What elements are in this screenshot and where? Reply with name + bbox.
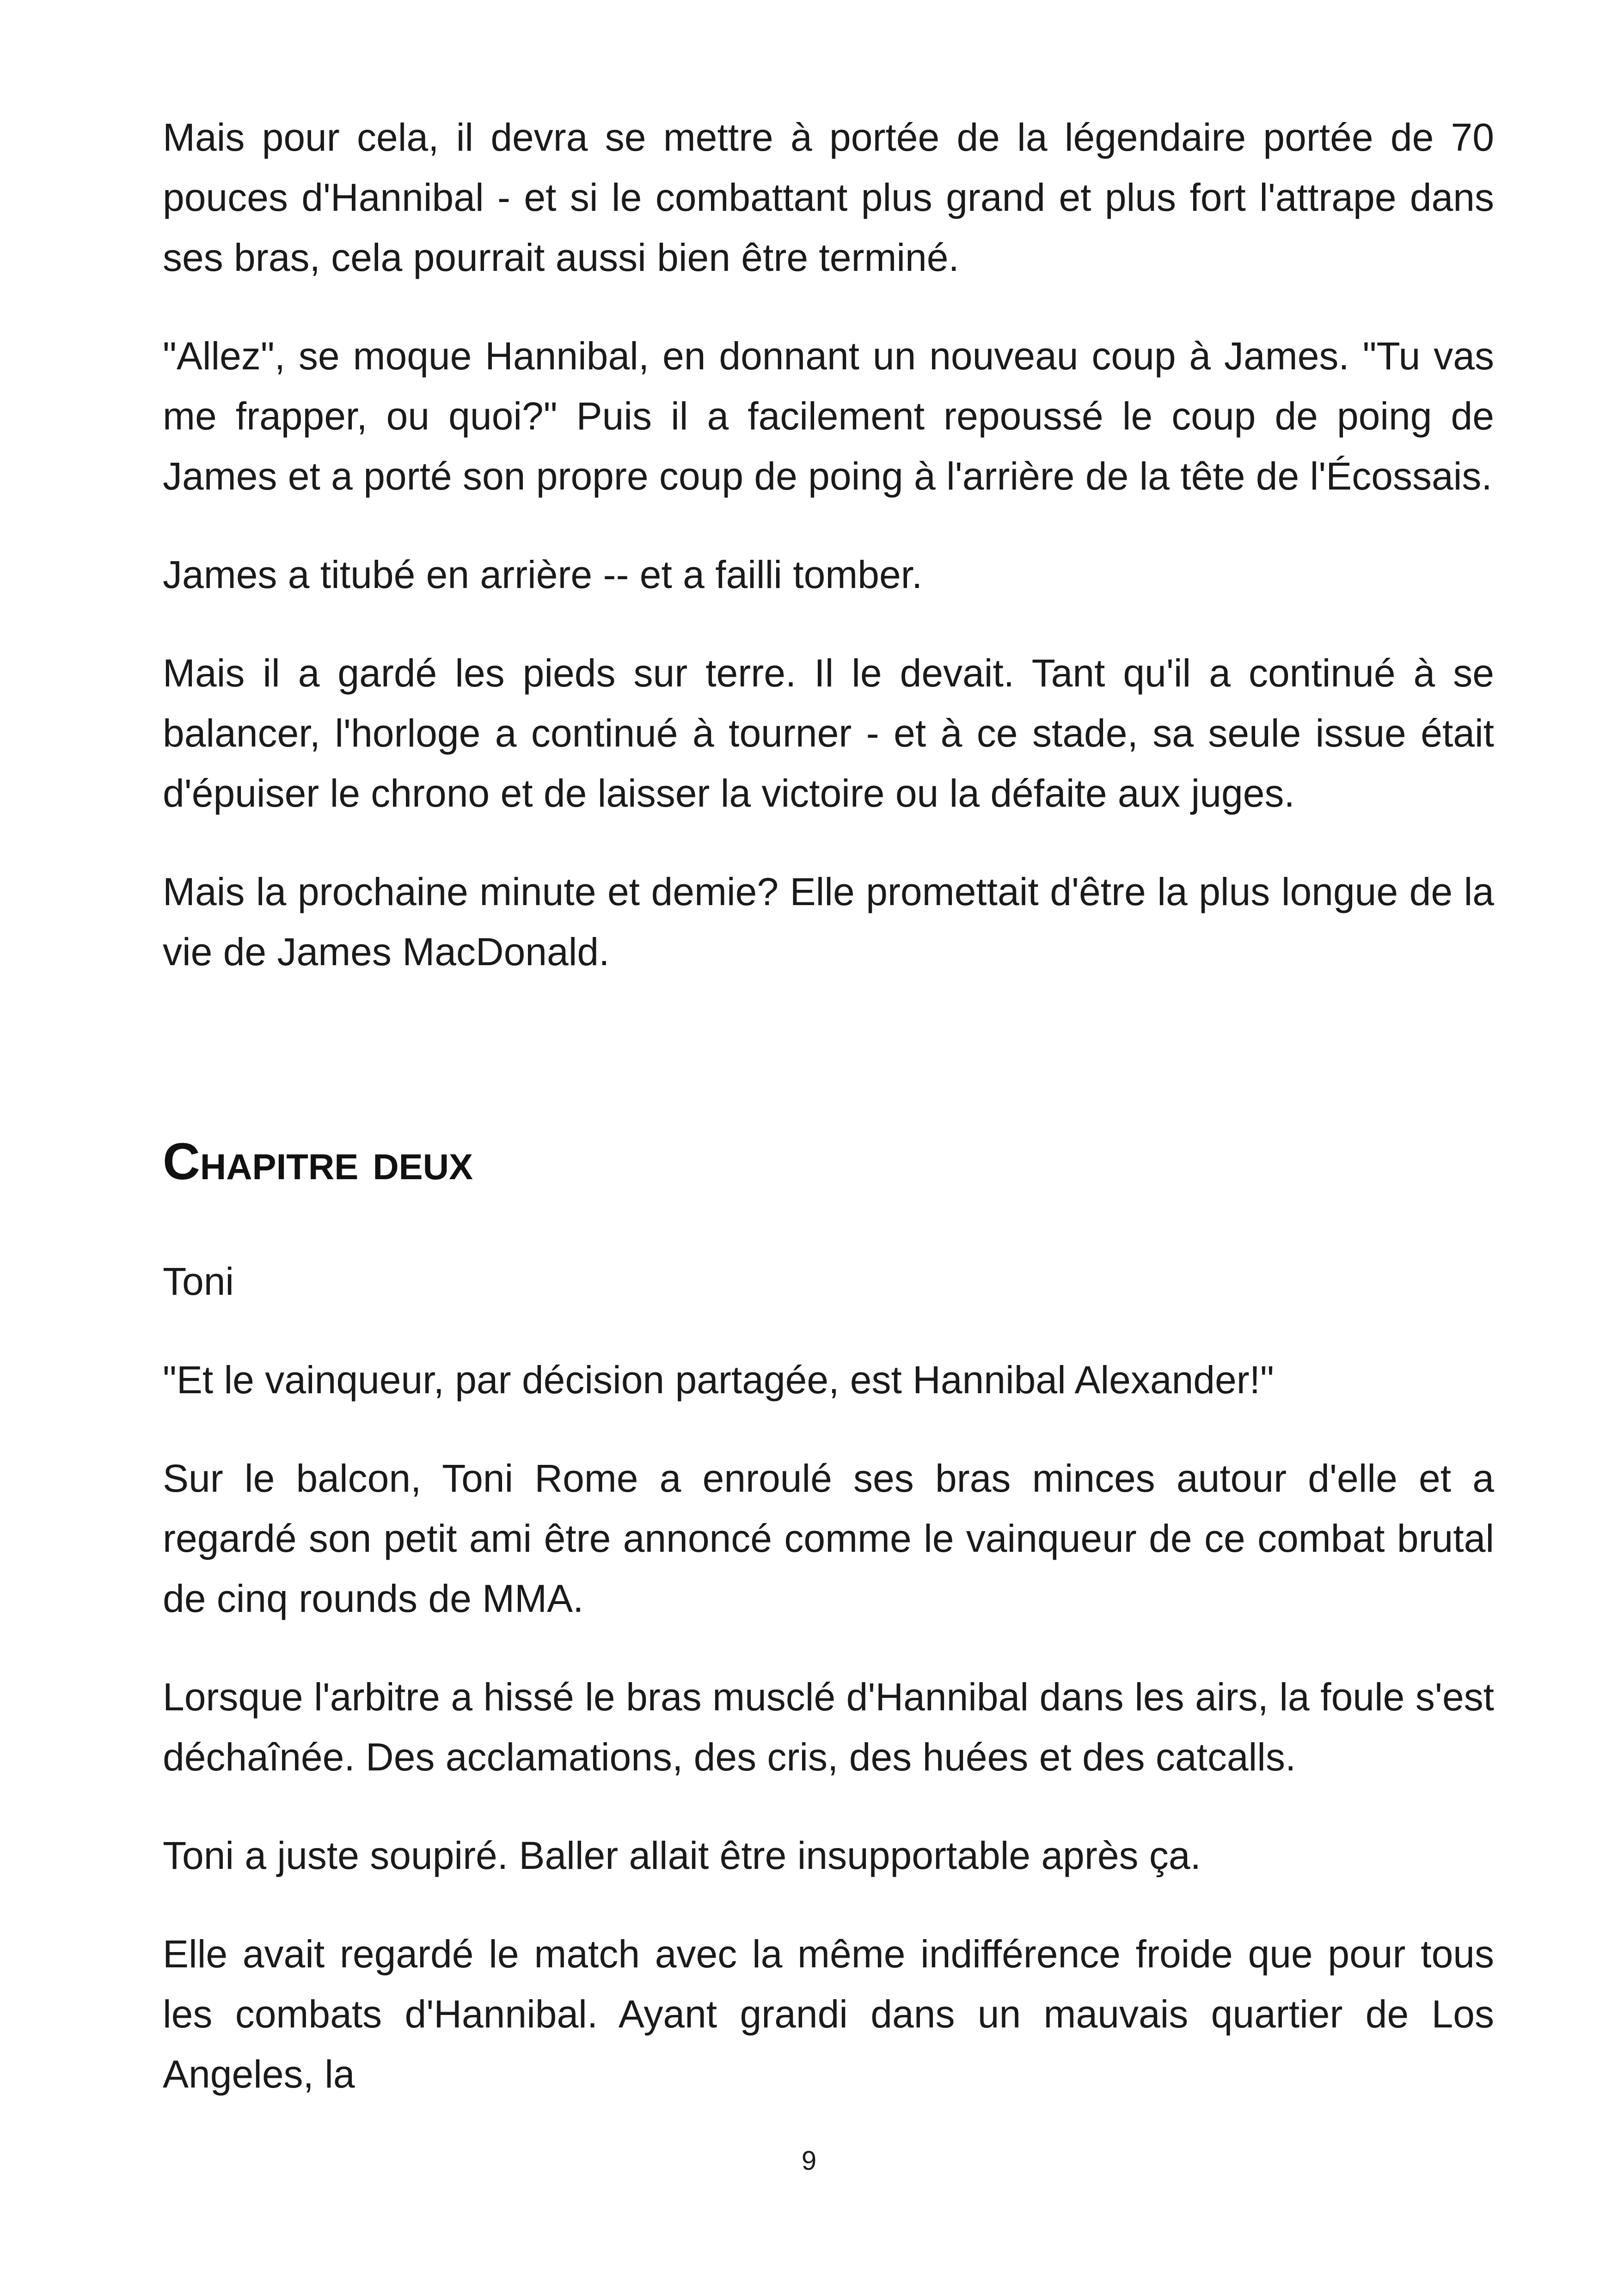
- chapter-heading: Chapitre deux: [163, 1133, 473, 1190]
- paragraph: "Allez", se moque Hannibal, en donnant un nouveau coup à James. "Tu vas me frapper, ou quoi?" Puis il a facilement repoussé le coup de poing de James et a porté son propre coup de poing à l'arrière de la tête de l'Écossais.: [163, 334, 1494, 498]
- paragraph: Mais il a gardé les pieds sur terre. Il le devait. Tant qu'il a continué à se balancer, l'horloge a continué à tourner - et à ce stade, sa seule issue était d'épuiser le chrono et de laisser la victoire ou la défaite aux juges.: [163, 651, 1494, 815]
- paragraph: Toni a juste soupiré. Baller allait être insupportable après ça.: [163, 1834, 1201, 1877]
- paragraph: Elle avait regardé le match avec la même indifférence froide que pour tous les combats d'Hannibal. Ayant grandi dans un mauvais quartier de Los Angeles, la: [163, 1932, 1494, 2096]
- paragraph: James a titubé en arrière -- et a failli tomber.: [163, 553, 923, 596]
- paragraph: "Et le vainqueur, par décision partagée, est Hannibal Alexander!": [163, 1358, 1274, 1402]
- page-body: [163, 107, 1494, 2143]
- paragraph: Mais la prochaine minute et demie? Elle promettait d'être la plus longue de la vie de James MacDonald.: [163, 870, 1494, 974]
- paragraph: Sur le balcon, Toni Rome a enroulé ses bras minces autour d'elle et a regardé son petit ami être annoncé comme le vainqueur de ce combat brutal de cinq rounds de MMA.: [163, 1457, 1494, 1620]
- page-number: 9: [801, 2146, 817, 2176]
- paragraph: Mais pour cela, il devra se mettre à portée de la légendaire portée de 70 pouces d'Hannibal - et si le combattant plus grand et plus fort l'attrape dans ses bras, cela pourrait aussi bien être terminé.: [163, 116, 1494, 279]
- paragraph: Toni: [163, 1260, 234, 1303]
- paragraph: Lorsque l'arbitre a hissé le bras musclé d'Hannibal dans les airs, la foule s'est déchaînée. Des acclamations, des cris, des huées et des catcalls.: [163, 1675, 1494, 1779]
